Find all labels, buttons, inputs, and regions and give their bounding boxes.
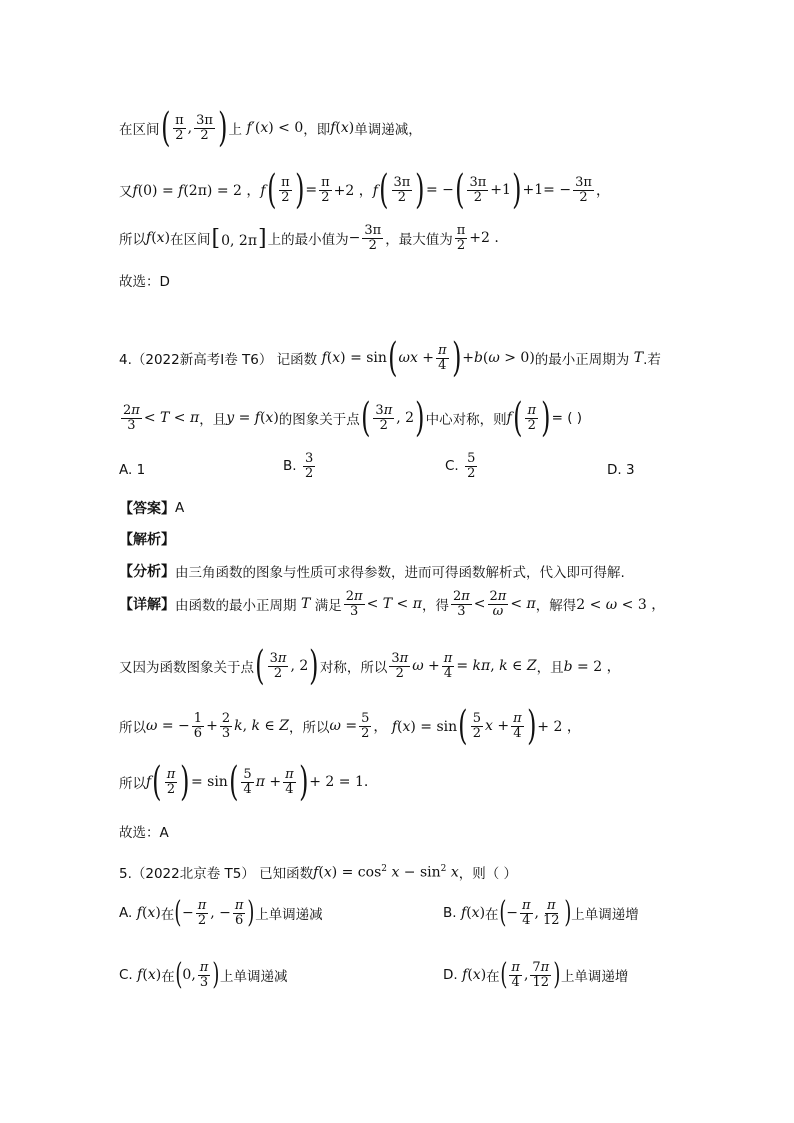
q4-xiangjie-line-4: 所以 f ( $\frac{\pi}{2}$ ) = sin ( $\frac{5}{4}$ π + $\frac{\pi}{4}$ ) + 2 = 1. [119, 759, 369, 805]
prev-choice: 故选：D [119, 274, 170, 290]
q5-option-d[interactable]: D. f(x) 在 ( $\frac{\pi}{4}$ , $\frac{7\pi}{12}$ ) 上单调递增 [443, 957, 629, 992]
q4-answer: 【答案】 A [119, 500, 185, 517]
q4-xiangjie-line-3: 所以 ω = − $\frac{1}{6}$ + $\frac{2}{3}$ k, k ∈ Z ，所以 ω = $\frac{5}{2}$ ， f(x) = sin ( $\frac{5}{2}$ x + $\frac{\pi}{4}$ ) + 2 ， [119, 703, 581, 749]
math-fprime: f′(x) < 0 [246, 120, 304, 136]
prev-line-2: 又 f(0) = f(2π) = 2 ，f ( $\frac{\pi}{2}$ ) = $\frac{\pi}{2}$ +2 ，f ( $\frac{3\pi}{2}$ ) = − ( $\frac{3\pi}{2}$ +1 ) +1= − $\frac{3\pi}{2}$ ， [119, 167, 610, 213]
q4-option-a[interactable]: A. 1 [119, 462, 146, 478]
q4-stem-line-2: $\frac{2\pi}{3}$ < T < π ，且 y = f(x) 的图象关于点 ( $\frac{3\pi}{2}$ , 2 ) 中心对称，则 f ( $\frac{\pi}{2}$ ) = ( ) [123, 395, 583, 441]
prev-line-1: 在区间 ( $\frac{\pi}{2}$ , $\frac{3\pi}{2}$ ) 上 f′(x) < 0 ，即 f(x) 单调递减， [119, 105, 422, 151]
q4-option-d[interactable]: D. 3 [607, 462, 635, 478]
q5-stem: 5.（2022北京卷 T5） 已知函数 $f(x) = \cos^2 x - \sin^2 x$ ，则（ ） [119, 863, 518, 882]
q5-option-b[interactable]: B. f(x) 在 ( − $\frac{\pi}{4}$ , $\frac{\pi}{12}$ ) 上单调递增 [443, 895, 639, 930]
q5-option-a[interactable]: A. f(x) 在 ( − $\frac{\pi}{2}$ , − $\frac{\pi}{6}$ ) 上单调递减 [119, 895, 323, 930]
q4-option-c[interactable]: C. $\frac{5}{2}$ [445, 451, 476, 481]
q4-xiangjie-line-2: 又因为函数图象关于点 ( $\frac{3\pi}{2}$ , 2 ) 对称，所以 $\frac{3\pi}{2}$ ω + $\frac{\pi}{4}$ = kπ, k ∈ Z ，且 b = 2 ， [119, 643, 621, 689]
q4-choice: 故选：A [119, 825, 169, 841]
q4-option-b[interactable]: B. $\frac{3}{2}$ [283, 451, 314, 481]
q5-option-c[interactable]: C. f(x) 在 ( 0, $\frac{\pi}{3}$ ) 上单调递减 [119, 957, 288, 992]
q4-xiangjie-line-1: 【详解】 由函数的最小正周期 T 满足 $\frac{2\pi}{3}$ < T < π ，得 $\frac{2\pi}{3}$ < $\frac{2\pi}{\omega}$ < π ，解得 2 < ω < 3 ， [119, 589, 666, 619]
prev-line-3: 所以 f(x) 在区间 [0, 2π] 上的最小值为 − $\frac{3\pi}{2}$ ，最大值为 $\frac{\pi}{2}$ +2 . [119, 223, 499, 253]
q4-analysis-label: 【解析】 [119, 532, 175, 548]
q4-stem-line-1: 4.（2022新高考Ⅰ卷 T6） 记函数 f(x) = sin ( ωx + $\frac{\pi}{4}$ ) +b(ω > 0) 的最小正周期为 T .若 [119, 335, 661, 381]
q4-fenxi: 【分析】 由三角函数的图象与性质可求得参数，进而可得函数解析式，代入即可得解. [119, 564, 625, 581]
